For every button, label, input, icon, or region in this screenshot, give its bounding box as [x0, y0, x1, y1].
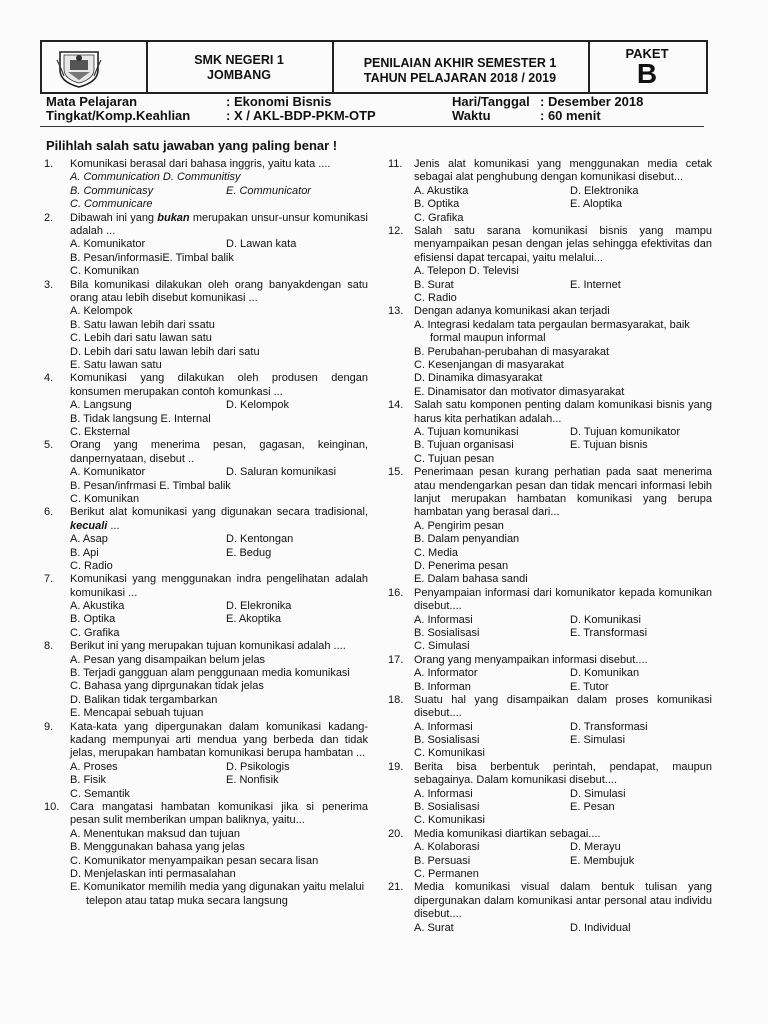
answer-row — [414, 547, 712, 560]
question-item — [388, 158, 712, 225]
exam-title-cell — [332, 42, 590, 92]
question-number: 16. — [388, 586, 404, 599]
question-text: Komunikasi yang menggunakan indra pengelihatan adalah komunikasi ... — [70, 573, 368, 599]
answer-row — [414, 533, 712, 546]
hari-label: Hari/Tanggal — [452, 94, 530, 109]
answer-option: B. Dalam penyandian — [414, 533, 520, 546]
answer-row — [414, 439, 712, 452]
answer-row — [414, 560, 712, 573]
answer-row — [70, 533, 368, 546]
question-text: Penerimaan pesan kurang perhatian pada saat menerima atau mendengarkan pesan dan tidak mencari informasi lebih lanjut merupakan hambatan komunikasi yang berupa hambatan yang berasal dari... — [414, 466, 712, 519]
answer-option: B. Terjadi gangguan alam penggunaan media komunikasi — [70, 667, 350, 680]
question-number: 10. — [44, 801, 60, 814]
exam-header — [40, 40, 708, 94]
answer-option: A. Integrasi kedalam tata pergaulan bermasyarakat, baik formal maupun informal — [414, 318, 690, 345]
answer-row — [414, 734, 712, 747]
answer-option: A. Kelompok — [70, 305, 133, 318]
question-text: Salah satu komponen penting dalam komunikasi bisnis yang harus kita perhatikan adalah... — [414, 399, 712, 425]
answer-row — [414, 868, 712, 881]
question-item — [388, 761, 712, 828]
answer-row — [414, 627, 712, 640]
answer-row — [70, 600, 368, 613]
answer-option: D. Lawan kata — [226, 238, 297, 251]
question-number: 12. — [388, 224, 404, 237]
school-name: SMK NEGERI 1 — [194, 53, 284, 67]
answer-option: B. Menggunakan bahasa yang jelas — [70, 841, 245, 854]
answer-row — [70, 761, 368, 774]
answer-option: E. Tutor — [570, 680, 609, 693]
question-text: Berikut ini yang merupakan tujuan komunikasi adalah .... — [70, 640, 346, 653]
answer-option: D. Lebih dari satu lawan lebih dari satu — [70, 345, 260, 358]
question-text: Cara mangatasi hambatan komunikasi jika si penerima pesan sulit memberikan umpan baliknya, yaitu... — [70, 801, 368, 827]
answer-option: A. Langsung — [70, 399, 132, 412]
question-number: 8. — [44, 640, 54, 653]
answer-row — [414, 292, 712, 305]
answer-option: D. Individual — [570, 921, 631, 934]
answer-option: A. Tujuan komunikasi — [414, 425, 519, 438]
answer-option: B. Optika — [414, 198, 460, 211]
answer-row — [70, 613, 368, 626]
answer-row — [414, 265, 712, 278]
answer-option: B. Tujuan organisasi — [414, 439, 514, 452]
answer-row — [70, 707, 368, 720]
answer-row — [414, 801, 712, 814]
answer-row — [70, 399, 368, 412]
answer-option: B. Api — [70, 546, 99, 559]
question-number: 11. — [388, 158, 403, 170]
answer-option: C. Komunikator menyampaikan pesan secara lisan — [70, 854, 319, 867]
question-item — [44, 279, 368, 373]
question-item — [44, 212, 368, 279]
answer-option: A. Pesan yang disampaikan belum jelas — [70, 653, 266, 666]
answer-option: C. Communicare — [70, 198, 153, 211]
instruction: Pilihlah salah satu jawaban yang paling benar ! — [46, 138, 338, 153]
answer-option: D. Penerima pesan — [414, 559, 509, 572]
answer-option: C. Grafika — [70, 626, 120, 639]
question-text: Komunikasi yang dilakukan oleh produsen dengan konsumen merupakan contoh komunkasi ... — [70, 372, 368, 398]
question-number: 15. — [388, 466, 404, 479]
answer-option: D. Transformasi — [570, 720, 648, 733]
question-item — [388, 305, 712, 399]
answer-option: E. Dalam bahasa sandi — [414, 573, 528, 586]
question-text: Media komunikasi diartikan sebagai.... — [414, 827, 601, 840]
question-number: 9. — [44, 720, 54, 733]
question-text: Kata-kata yang dipergunakan dalam komunikasi kadang-kadang mempunyai arti mendua yang berbeda dan tidak jelas, merupakan hambatan komunikasi berupa hambatan ... — [70, 720, 368, 760]
answer-option: A. Pengirim pesan — [414, 519, 504, 532]
answer-option: B. Communicasy — [70, 184, 154, 197]
question-text: Komunikasi berasal dari bahasa inggris, yaitu kata .... — [70, 158, 331, 170]
answer-row — [414, 185, 712, 198]
question-number: 7. — [44, 573, 54, 586]
waktu-value: : 60 menit — [540, 108, 601, 123]
answer-option: B. Tidak langsung E. Internal — [70, 412, 211, 425]
answer-row — [70, 265, 368, 278]
answer-option: E. Komunikator memilih media yang digunakan yaitu melalui telepon atau tatap muka secara langsung — [70, 881, 365, 907]
question-number: 21. — [388, 881, 404, 894]
question-number: 1. — [44, 158, 54, 170]
answer-option: D. Elektronika — [570, 184, 639, 197]
answer-row — [70, 332, 368, 345]
answer-option: D. Balikan tidak tergambarkan — [70, 693, 218, 706]
answer-option: D. Dinamika dimasyarakat — [414, 372, 543, 385]
answer-row — [70, 319, 368, 332]
question-text: Suatu hal yang disampaikan dalam proses komunikasi disebut.... — [414, 693, 712, 720]
answer-option: B. Sosialisasi — [414, 734, 480, 747]
answer-row — [70, 560, 368, 573]
answer-row — [70, 788, 368, 801]
waktu-label: Waktu — [452, 108, 491, 123]
answer-row — [414, 922, 712, 935]
question-number: 18. — [388, 693, 404, 706]
tingkat-label: Tingkat/Komp.Keahlian — [46, 108, 191, 123]
answer-option: B. Pesan/informasiE. Timbal balik — [70, 251, 234, 264]
answer-row — [70, 480, 368, 493]
answer-option: E. Akoptika — [226, 613, 282, 626]
question-column-left — [44, 158, 368, 908]
answer-row — [70, 680, 368, 693]
paket-value: B — [636, 58, 658, 89]
question-item — [44, 439, 368, 506]
answer-option: A. Komunikator — [70, 238, 146, 251]
answer-option: C. Grafika — [414, 211, 464, 224]
answer-option: C. Komunikan — [70, 265, 140, 278]
answer-option: D. Elekronika — [226, 600, 292, 613]
answer-option: E. Pesan — [570, 801, 615, 814]
answer-option: E. Aloptika — [570, 198, 622, 211]
question-text: Dengan adanya komunikasi akan terjadi — [414, 305, 610, 318]
question-item — [388, 225, 712, 305]
question-number: 5. — [44, 439, 54, 452]
answer-row — [70, 413, 368, 426]
answer-option: B. Persuasi — [414, 854, 471, 867]
answer-option: B. Surat — [414, 278, 454, 291]
answer-option: E. Tujuan bisnis — [570, 439, 648, 452]
answer-row — [70, 627, 368, 640]
answer-row — [70, 252, 368, 265]
answer-option: B. Perubahan-perubahan di masyarakat — [414, 345, 610, 358]
answer-option: A. Akustika — [70, 600, 125, 613]
logo-cell — [42, 42, 148, 92]
question-text: Bila komunikasi dilakukan oleh orang banyakdengan satu orang atau lebih disebut komunikasi ... — [70, 278, 368, 304]
answer-row — [70, 654, 368, 667]
answer-option: A. Telepon D. Televisi — [414, 265, 519, 278]
question-item — [44, 640, 368, 720]
answer-option: D. Komunikasi — [570, 613, 641, 626]
answer-option: C. Bahasa yang diprgunakan tidak jelas — [70, 680, 264, 693]
answer-option: A. Kolaborasi — [414, 841, 480, 854]
answer-row — [70, 198, 368, 211]
answer-option: B. Sosialisasi — [414, 801, 480, 814]
question-item — [44, 158, 368, 212]
question-text: Dibawah ini yang bukan merupakan unsur-unsur komunikasi adalah ... — [70, 211, 368, 237]
answer-row — [414, 855, 712, 868]
exam-title: PENILAIAN AKHIR SEMESTER 1 — [363, 56, 557, 70]
answer-row — [414, 614, 712, 627]
answer-row — [414, 212, 712, 225]
answer-option: D. Kentongan — [226, 533, 294, 546]
answer-row — [70, 828, 368, 841]
answer-option: A. Proses — [70, 760, 118, 773]
answer-option: B. Satu lawan lebih dari ssatu — [70, 318, 215, 331]
answer-row — [70, 185, 368, 198]
school-city: JOMBANG — [207, 68, 271, 82]
answer-option: D. Tujuan komunikator — [570, 425, 681, 438]
answer-option: E. Bedug — [226, 546, 272, 559]
question-item — [44, 721, 368, 801]
answer-row — [414, 279, 712, 292]
answer-row — [414, 667, 712, 680]
answer-option: C. Eksternal — [70, 425, 130, 438]
answer-row — [70, 171, 368, 184]
question-item — [44, 801, 368, 908]
answer-row — [414, 453, 712, 466]
question-number: 14. — [388, 399, 404, 412]
answer-option: B. Pesan/infrmasi E. Timbal balik — [70, 479, 231, 492]
answer-option: C. Radio — [414, 291, 457, 304]
question-text: Jenis alat komunikasi yang menggunakan media cetak sebagai alat penghubung dengan komunikasi disebut... — [414, 158, 712, 184]
answer-option: C. Media — [414, 546, 459, 559]
answer-option: C. Lebih dari satu lawan satu — [70, 332, 212, 345]
answer-row — [414, 372, 712, 385]
answer-row — [414, 788, 712, 801]
answer-option: A. Akustika — [414, 184, 469, 197]
answer-option: D. Merayu — [570, 841, 621, 854]
answer-row — [70, 346, 368, 359]
answer-row — [414, 721, 712, 734]
question-item — [388, 881, 712, 935]
answer-option: A. Informasi — [414, 720, 473, 733]
answer-row — [70, 466, 368, 479]
answer-option: D. Simulasi — [570, 787, 626, 800]
answer-row — [414, 747, 712, 760]
question-number: 13. — [388, 305, 404, 318]
answer-option: E. Satu lawan satu — [70, 358, 162, 371]
school-cell — [146, 42, 334, 92]
answer-row — [70, 426, 368, 439]
answer-row — [70, 868, 368, 881]
answer-row — [414, 681, 712, 694]
mapel-value: : Ekonomi Bisnis — [226, 94, 332, 109]
question-text: Berita bisa berbentuk perintah, pendapat, maupun sebagainya. Dalam komunikasi disebut.... — [414, 760, 712, 787]
question-item — [388, 466, 712, 587]
answer-option: B. Informan — [414, 680, 471, 693]
answer-option: E. Dinamisator dan motivator dimasyarakat — [414, 385, 625, 398]
answer-option: A. Communication D. Communitisy — [70, 171, 241, 184]
answer-option: A. Komunikator — [70, 466, 146, 479]
header-divider — [40, 126, 704, 127]
paket-label: PAKET — [625, 46, 669, 61]
answer-row — [70, 305, 368, 318]
question-number: 2. — [44, 211, 54, 224]
paket-cell — [588, 42, 706, 92]
answer-option: A. Informasi — [414, 613, 473, 626]
question-text: Orang yang menyampaikan informasi disebut.... — [414, 653, 648, 666]
question-item — [388, 828, 712, 882]
answer-row — [70, 774, 368, 787]
answer-row — [414, 573, 712, 586]
tingkat-value: : X / AKL-BDP-PKM-OTP — [226, 108, 376, 123]
question-number: 19. — [388, 760, 404, 773]
answer-option: E. Transformasi — [570, 626, 648, 639]
answer-row — [414, 386, 712, 399]
answer-row — [414, 640, 712, 653]
answer-row — [70, 359, 368, 372]
answer-option: B. Sosialisasi — [414, 626, 480, 639]
answer-row — [70, 841, 368, 854]
answer-option: C. Radio — [70, 559, 113, 572]
answer-option: D. Menjelaskan inti permasalahan — [70, 868, 236, 881]
question-column-right — [388, 158, 712, 935]
answer-option: D. Kelompok — [226, 399, 289, 412]
question-number: 20. — [388, 827, 404, 840]
answer-option: E. Simulasi — [570, 734, 626, 747]
school-emblem-icon — [56, 46, 102, 88]
question-item — [388, 654, 712, 694]
question-item — [388, 399, 712, 466]
answer-option: E. Mencapai sebuah tujuan — [70, 707, 204, 720]
question-text: Penyampaian informasi dari komunikator kepada komunikan disebut.... — [414, 586, 712, 613]
question-item — [44, 573, 368, 640]
question-text: Media komunikasi visual dalam bentuk tulisan yang dipergunakan dalam komunikasi antar personal atau individu disebut.... — [414, 881, 712, 921]
answer-row — [414, 198, 712, 211]
answer-option: E. Internet — [570, 278, 621, 291]
answer-option: C. Kesenjangan di masyarakat — [414, 358, 564, 371]
question-number: 17. — [388, 653, 404, 666]
answer-option: B. Fisik — [70, 774, 107, 787]
answer-option: C. Komunikasi — [414, 747, 485, 760]
answer-row — [70, 493, 368, 506]
answer-option: C. Permanen — [414, 868, 479, 881]
answer-option: C. Semantik — [70, 787, 130, 800]
answer-option: C. Komunikasi — [414, 814, 485, 827]
answer-row — [414, 426, 712, 439]
answer-row — [70, 694, 368, 707]
exam-year: TAHUN PELAJARAN 2018 / 2019 — [363, 71, 557, 85]
mapel-label: Mata Pelajaran — [46, 94, 138, 109]
answer-row — [414, 520, 712, 533]
question-number: 3. — [44, 278, 54, 291]
answer-row — [414, 814, 712, 827]
question-item — [44, 372, 368, 439]
answer-option: D. Komunikan — [570, 667, 640, 680]
question-text: Orang yang menerima pesan, gagasan, keinginan, danpernyataan, disebut .. — [70, 439, 368, 465]
answer-option: E. Membujuk — [570, 854, 635, 867]
answer-option: A. Informasi — [414, 787, 473, 800]
answer-row — [414, 841, 712, 854]
answer-row — [70, 547, 368, 560]
answer-option: C. Tujuan pesan — [414, 452, 495, 465]
question-text: Berikut alat komunikasi yang digunakan secara tradisional, kecuali ... — [70, 506, 368, 532]
answer-row — [70, 238, 368, 251]
answer-option: E. Nonfisik — [226, 774, 279, 787]
answer-row — [414, 346, 712, 359]
answer-row — [414, 359, 712, 372]
answer-option: C. Komunikan — [70, 492, 140, 505]
answer-option: C. Simulasi — [414, 640, 470, 653]
answer-option: B. Optika — [70, 613, 116, 626]
question-item — [388, 587, 712, 654]
answer-option: A. Menentukan maksud dan tujuan — [70, 827, 241, 840]
question-number: 6. — [44, 506, 54, 519]
answer-option: D. Saluran komunikasi — [226, 466, 337, 479]
question-item — [44, 506, 368, 573]
answer-option: E. Communicator — [226, 184, 311, 197]
hari-value: : Desember 2018 — [540, 94, 644, 109]
question-item — [388, 694, 712, 761]
answer-option: D. Psikologis — [226, 760, 290, 773]
answer-option: A. Surat — [414, 921, 454, 934]
question-number: 4. — [44, 372, 54, 385]
answer-option: A. Asap — [70, 533, 108, 546]
question-text: Salah satu sarana komunikasi bisnis yang mampu menyampaikan pesan dengan jelas sehingga efektivitas dan efisiensi dapat tercapai, yaitu melalui... — [414, 224, 712, 264]
answer-option: A. Informator — [414, 667, 478, 680]
answer-row — [70, 855, 368, 868]
